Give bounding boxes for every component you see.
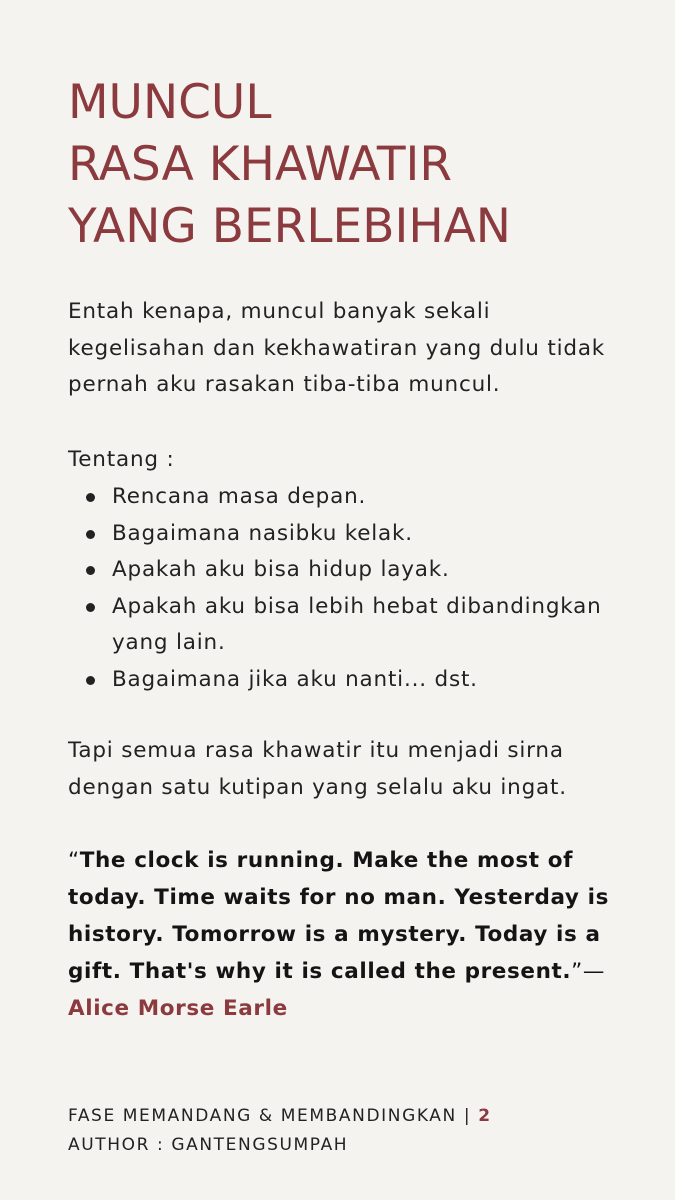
list-item: Apakah aku bisa hidup layak. — [68, 552, 628, 589]
outro-paragraph: Tapi semua rasa khawatir itu menjadi sirna dengan satu kutipan yang selalu aku ingat. — [68, 738, 567, 800]
page-content — [68, 72, 628, 1021]
title-line-1: MUNCUL — [68, 75, 272, 130]
list-item: Apakah aku bisa lebih hebat dibandingkan yang lain. — [68, 589, 628, 662]
footer-series: FASE MEMANDANG & MEMBANDINGKAN | — [68, 1106, 479, 1126]
page-title — [68, 72, 628, 258]
about-label: Tentang : — [68, 447, 175, 472]
list-item: Bagaimana jika aku nanti... dst. — [68, 662, 628, 699]
quote-open-mark: “ — [68, 848, 80, 873]
quote-text: The clock is running. Make the most of today. Time waits for no man. Yesterday is history. Tomorrow is a mystery. Today is a gift. That's why it is called the present. — [68, 848, 609, 984]
list-item: Rencana masa depan. — [68, 479, 628, 516]
list-item: Bagaimana nasibku kelak. — [68, 516, 628, 553]
quote-author: Alice Morse Earle — [68, 996, 288, 1021]
worry-list — [68, 479, 628, 698]
title-line-2: RASA KHAWATIR — [68, 137, 453, 192]
title-line-3: YANG BERLEBIHAN — [68, 199, 511, 254]
footer-page-number: 2 — [478, 1106, 492, 1126]
intro-paragraph: Entah kenapa, muncul banyak sekali kegelisahan dan kekhawatiran yang dulu tidak pernah aku rasakan tiba-tiba muncul. — [68, 299, 606, 397]
quote-close-mark: ”— — [571, 959, 605, 984]
footer — [68, 1102, 492, 1160]
footer-author: AUTHOR : GANTENGSUMPAH — [68, 1135, 349, 1155]
quote-block — [68, 842, 628, 1027]
footer-series-line — [68, 1102, 492, 1131]
